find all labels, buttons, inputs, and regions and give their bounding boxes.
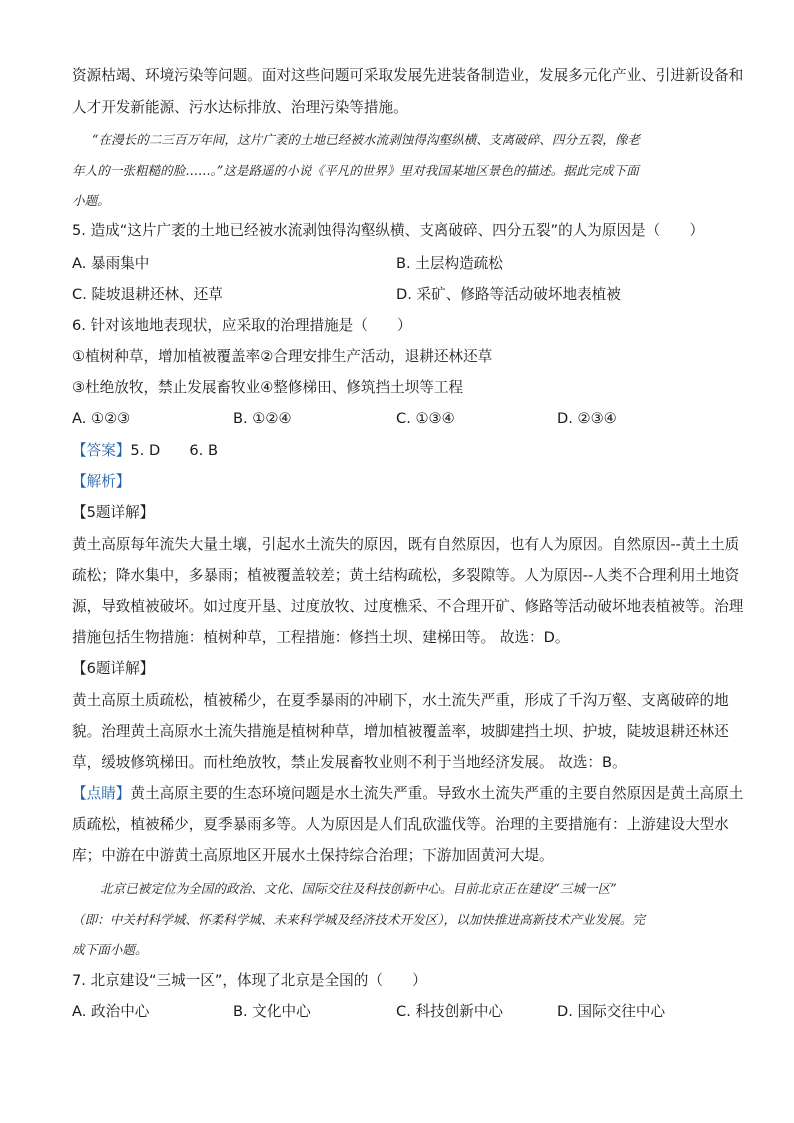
passage1-line-1: “在漫长的二三百万年间，这片广袤的土地已经被水流剥蚀得沟壑纵横、支离破碎、四分五裂，像老: [92, 132, 640, 147]
q6-option-a: A. ①②③: [72, 410, 131, 427]
q5-option-d: D. 采矿、修路等活动破坏地表植被: [396, 286, 621, 303]
q6-stem: 6. 针对该地地表现状，应采取的治理措施是（ ）: [72, 317, 412, 334]
intro-line-1: 资源枯竭、环境污染等问题。面对这些问题可采取发展先进装备制造业，发展多元化产业、引进新设备和: [72, 67, 744, 84]
q7-option-d: D. 国际交往中心: [557, 1003, 666, 1020]
answer-label: 【答案】: [72, 442, 131, 459]
q6-items-line-2: ③杜绝放牧，禁止发展畜牧业④整修梯田、修筑挡土坝等工程: [72, 379, 464, 396]
detail5-heading: 【5题详解】: [72, 504, 155, 521]
q6-option-c: C. ①③④: [396, 410, 455, 427]
tip-line-1: [72, 784, 743, 804]
intro-line-2: 人才开发新能源、污水达标排放、治理污染等措施。: [72, 99, 408, 116]
detail6-line-2: 貌。治理黄土高原水土流失措施是植树种草，增加植被覆盖率，坡脚建挡土坝、护坡，陡坡退耕还林还: [72, 723, 729, 740]
passage1-line-2: 年人的一张粗糙的脸……。”这是路遥的小说《平凡的世界》里对我国某地区景色的描述。据此完成下面: [72, 163, 639, 178]
q7-option-c: C. 科技创新中心: [396, 1003, 504, 1020]
tip-text: 黄土高原主要的生态环境问题是水土流失严重。导致水土流失严重的主要自然原因是黄土高原土: [130, 785, 744, 802]
q5-option-a: A. 暴雨集中: [72, 255, 150, 272]
detail6-heading: 【6题详解】: [72, 660, 155, 677]
detail6-line-3: 草，缓坡修筑梯田。而杜绝放牧，禁止发展畜牧业则不利于当地经济发展。 故选：B。: [72, 754, 627, 771]
detail5-line-4: 措施包括生物措施：植树种草，工程措施：修挡土坝、建梯田等。 故选：D。: [72, 629, 570, 646]
q7-option-b: B. 文化中心: [233, 1003, 311, 1020]
detail5-line-2: 疏松；降水集中，多暴雨；植被覆盖较差；黄土结构疏松，多裂隙等。人为原因--人类不合理利用土地资: [72, 567, 740, 584]
tip-line-2: 质疏松，植被稀少，夏季暴雨多等。人为原因是人们乱砍滥伐等。治理的主要措施有：上游建设大型水: [72, 816, 729, 833]
analysis-label: 【解析】: [72, 473, 131, 490]
detail5-line-1: 黄土高原每年流失大量土壤，引起水土流失的原因，既有自然原因，也有人为原因。自然原因--黄土土质: [72, 536, 740, 553]
q7-option-a: A. 政治中心: [72, 1003, 150, 1020]
answer-text: 5. D 6. B: [130, 442, 218, 459]
passage2-line-3: 成下面小题。: [72, 942, 148, 957]
passage2-line-1: 北京已被定位为全国的政治、文化、国际交往及科技创新中心。目前北京正在建设“三城一区”: [100, 881, 617, 896]
detail5-line-3: 源，导致植被破坏。如过度开垦、过度放牧、过度樵采、不合理开矿、修路等活动破坏地表植被等。治理: [72, 598, 744, 615]
q6-items-line-1: ①植树种草，增加植被覆盖率②合理安排生产活动，退耕还林还草: [72, 348, 493, 365]
detail6-line-1: 黄土高原土质疏松，植被稀少，在夏季暴雨的冲刷下，水土流失严重，形成了千沟万壑、支离破碎的地: [72, 692, 729, 709]
answer-line: [72, 441, 218, 461]
q5-stem: 5. 造成“这片广袤的土地已经被水流剥蚀得沟壑纵横、支离破碎、四分五裂”的人为原因是（ ）: [72, 222, 705, 239]
q5-option-c: C. 陡坡退耕还林、还草: [72, 286, 223, 303]
q7-stem: 7. 北京建设“三城一区”，体现了北京是全国的（ ）: [72, 972, 427, 989]
q6-option-b: B. ①②④: [233, 410, 292, 427]
q6-option-d: D. ②③④: [557, 410, 617, 427]
q5-option-b: B. 土层构造疏松: [396, 255, 503, 272]
passage2-line-2: （即：中关村科学城、怀柔科学城、未来科学城及经济技术开发区），以加快推进高新技术产业发展。完: [72, 912, 646, 927]
tip-line-3: 库；中游在中游黄土高原地区开展水土保持综合治理；下游加固黄河大堤。: [72, 847, 554, 864]
passage1-line-3: 小题。: [72, 193, 110, 208]
tip-label: 【点睛】: [72, 785, 131, 802]
